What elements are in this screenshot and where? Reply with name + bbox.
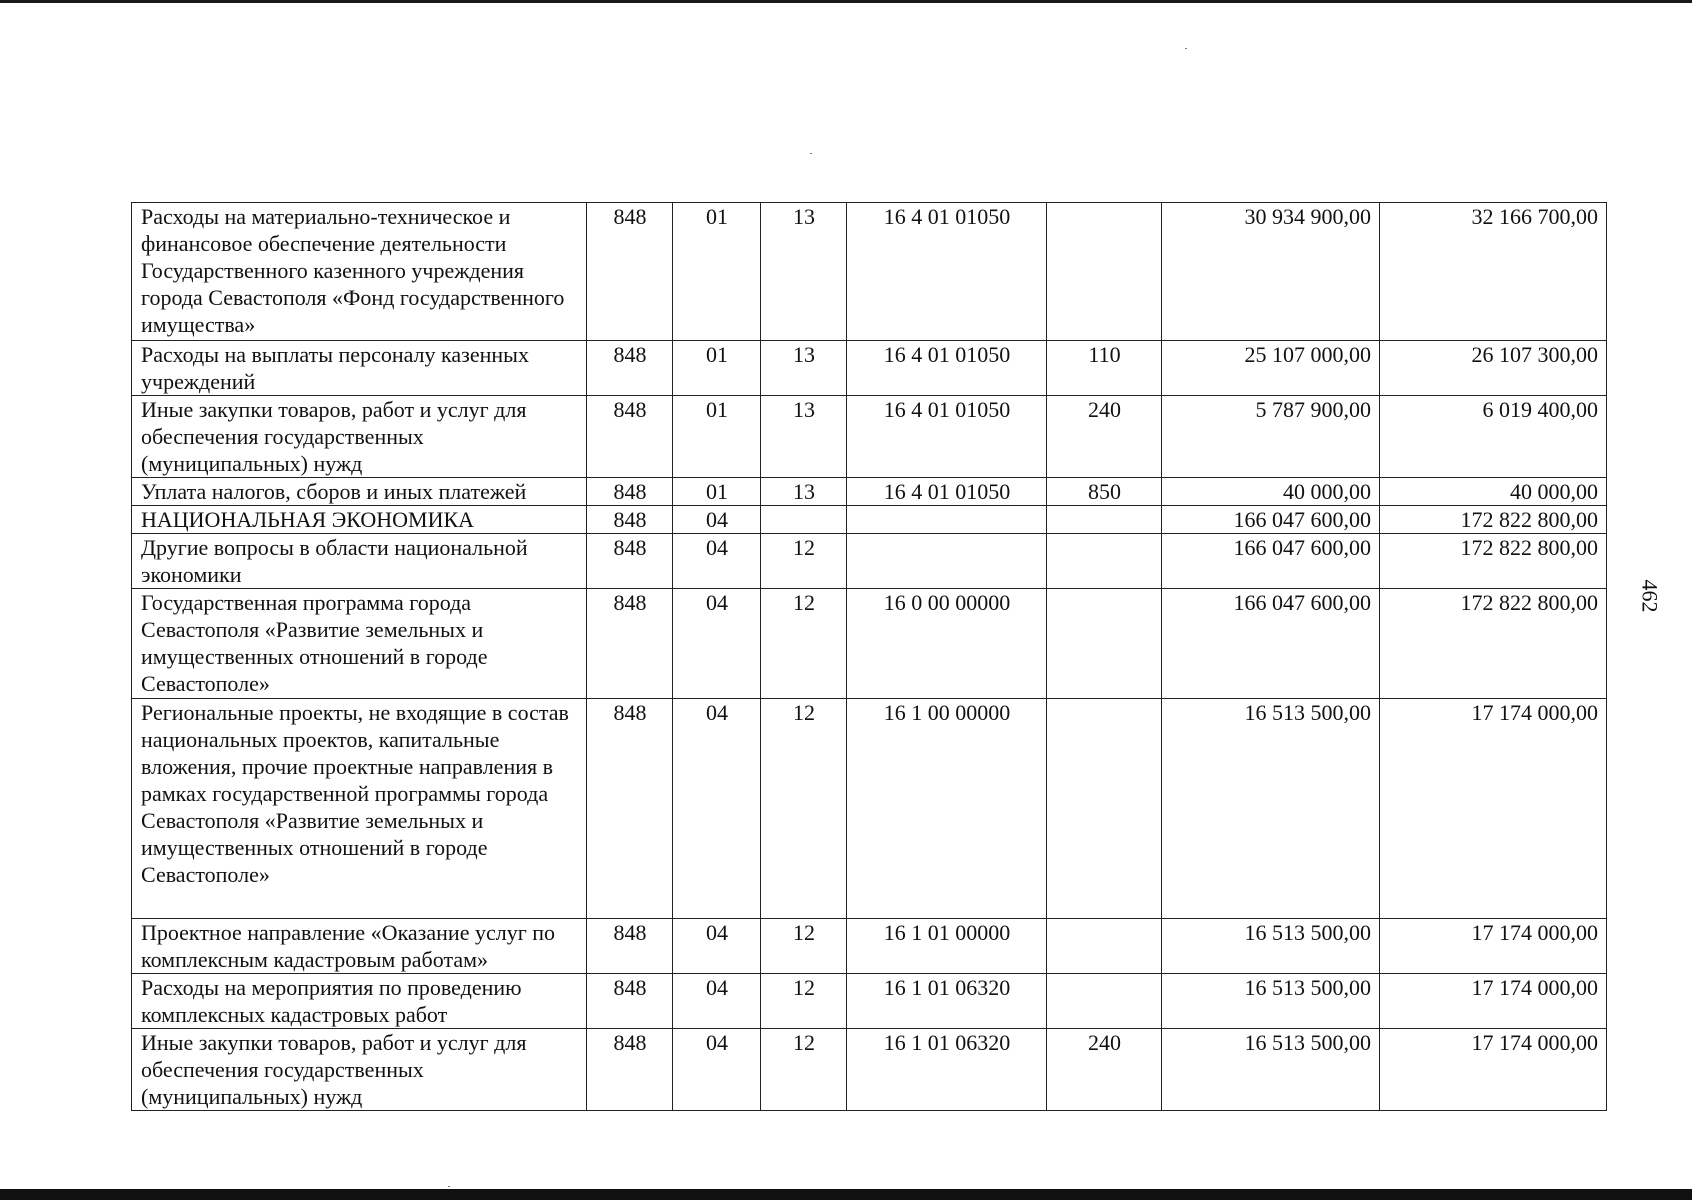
table-row: [132, 589, 1607, 699]
ministry-code: 848: [587, 203, 673, 341]
section-code: 04: [673, 534, 761, 589]
scan-speck: [448, 1186, 450, 1187]
scan-edge-top: [0, 0, 1692, 3]
subsection-code: 12: [761, 974, 847, 1029]
amount-year-2: 17 174 000,00: [1380, 1029, 1607, 1111]
amount-year-1: 30 934 900,00: [1162, 203, 1380, 341]
table-row: [132, 478, 1607, 506]
target-article-code: 16 4 01 01050: [847, 478, 1047, 506]
table-row: [132, 534, 1607, 589]
expense-name: Уплата налогов, сборов и иных платежей: [132, 478, 587, 506]
subsection-code: 12: [761, 534, 847, 589]
expense-name: Иные закупки товаров, работ и услуг для обеспечения государственных (муниципальных) нужд: [132, 1029, 587, 1111]
ministry-code: 848: [587, 919, 673, 974]
section-code: 01: [673, 341, 761, 396]
expense-type-code: 240: [1047, 396, 1162, 478]
expense-name: Иные закупки товаров, работ и услуг для обеспечения государственных (муниципальных) нужд: [132, 396, 587, 478]
section-code: 04: [673, 699, 761, 919]
ministry-code: 848: [587, 1029, 673, 1111]
expense-type-code: [1047, 589, 1162, 699]
subsection-code: 13: [761, 341, 847, 396]
page-number: 462: [1637, 579, 1663, 613]
section-code: 01: [673, 203, 761, 341]
target-article-code: 16 1 01 06320: [847, 1029, 1047, 1111]
section-code: 01: [673, 478, 761, 506]
expense-type-code: 850: [1047, 478, 1162, 506]
amount-year-1: 16 513 500,00: [1162, 1029, 1380, 1111]
subsection-code: 13: [761, 478, 847, 506]
expense-type-code: [1047, 699, 1162, 919]
ministry-code: 848: [587, 396, 673, 478]
expense-type-code: [1047, 203, 1162, 341]
amount-year-1: 16 513 500,00: [1162, 919, 1380, 974]
subsection-code: 12: [761, 589, 847, 699]
expense-name: Государственная программа города Севастополя «Развитие земельных и имущественных отношений в городе Севастополе»: [132, 589, 587, 699]
subsection-code: 12: [761, 919, 847, 974]
table-row: [132, 506, 1607, 534]
table-row: [132, 699, 1607, 919]
amount-year-2: 40 000,00: [1380, 478, 1607, 506]
table-row: [132, 341, 1607, 396]
subsection-code: [761, 506, 847, 534]
expense-name: НАЦИОНАЛЬНАЯ ЭКОНОМИКА: [132, 506, 587, 534]
expense-name: Расходы на мероприятия по проведению комплексных кадастровых работ: [132, 974, 587, 1029]
amount-year-2: 172 822 800,00: [1380, 589, 1607, 699]
section-code: 04: [673, 589, 761, 699]
target-article-code: [847, 534, 1047, 589]
target-article-code: [847, 506, 1047, 534]
target-article-code: 16 1 01 00000: [847, 919, 1047, 974]
expense-type-code: [1047, 506, 1162, 534]
subsection-code: 12: [761, 699, 847, 919]
subsection-code: 13: [761, 203, 847, 341]
scan-speck: [1185, 48, 1187, 49]
subsection-code: 12: [761, 1029, 847, 1111]
section-code: 01: [673, 396, 761, 478]
section-code: 04: [673, 506, 761, 534]
section-code: 04: [673, 919, 761, 974]
table-row: [132, 919, 1607, 974]
section-code: 04: [673, 974, 761, 1029]
ministry-code: 848: [587, 478, 673, 506]
amount-year-2: 26 107 300,00: [1380, 341, 1607, 396]
target-article-code: 16 1 01 06320: [847, 974, 1047, 1029]
scan-edge-bottom: [0, 1189, 1692, 1200]
expense-name: Региональные проекты, не входящие в состав национальных проектов, капитальные вложения, прочие проектные направления в рамках государственной программы города Севастополя «Развитие земельных и имущественных отношений в городе Севастополе»: [132, 699, 587, 919]
ministry-code: 848: [587, 341, 673, 396]
ministry-code: 848: [587, 506, 673, 534]
expense-type-code: [1047, 974, 1162, 1029]
table-row: [132, 203, 1607, 341]
expense-name: Расходы на материально-техническое и финансовое обеспечение деятельности Государственного казенного учреждения города Севастополя «Фонд государственного имущества»: [132, 203, 587, 341]
subsection-code: 13: [761, 396, 847, 478]
expense-name: Проектное направление «Оказание услуг по комплексным кадастровым работам»: [132, 919, 587, 974]
target-article-code: 16 0 00 00000: [847, 589, 1047, 699]
target-article-code: 16 4 01 01050: [847, 396, 1047, 478]
amount-year-2: 17 174 000,00: [1380, 974, 1607, 1029]
amount-year-1: 166 047 600,00: [1162, 534, 1380, 589]
amount-year-1: 5 787 900,00: [1162, 396, 1380, 478]
target-article-code: 16 4 01 01050: [847, 341, 1047, 396]
amount-year-1: 166 047 600,00: [1162, 589, 1380, 699]
amount-year-1: 16 513 500,00: [1162, 699, 1380, 919]
target-article-code: 16 1 00 00000: [847, 699, 1047, 919]
budget-table: [131, 202, 1607, 1111]
amount-year-2: 17 174 000,00: [1380, 919, 1607, 974]
table-row: [132, 974, 1607, 1029]
section-code: 04: [673, 1029, 761, 1111]
ministry-code: 848: [587, 589, 673, 699]
amount-year-2: 17 174 000,00: [1380, 699, 1607, 919]
expense-type-code: [1047, 534, 1162, 589]
amount-year-1: 166 047 600,00: [1162, 506, 1380, 534]
amount-year-1: 25 107 000,00: [1162, 341, 1380, 396]
amount-year-2: 172 822 800,00: [1380, 506, 1607, 534]
expense-type-code: [1047, 919, 1162, 974]
ministry-code: 848: [587, 699, 673, 919]
table-row: [132, 396, 1607, 478]
expense-name: Другие вопросы в области национальной экономики: [132, 534, 587, 589]
ministry-code: 848: [587, 974, 673, 1029]
amount-year-1: 16 513 500,00: [1162, 974, 1380, 1029]
expense-type-code: 240: [1047, 1029, 1162, 1111]
amount-year-2: 172 822 800,00: [1380, 534, 1607, 589]
scan-speck: [810, 153, 812, 154]
amount-year-2: 32 166 700,00: [1380, 203, 1607, 341]
target-article-code: 16 4 01 01050: [847, 203, 1047, 341]
amount-year-2: 6 019 400,00: [1380, 396, 1607, 478]
amount-year-1: 40 000,00: [1162, 478, 1380, 506]
ministry-code: 848: [587, 534, 673, 589]
expense-name: Расходы на выплаты персоналу казенных учреждений: [132, 341, 587, 396]
expense-type-code: 110: [1047, 341, 1162, 396]
table-row: [132, 1029, 1607, 1111]
